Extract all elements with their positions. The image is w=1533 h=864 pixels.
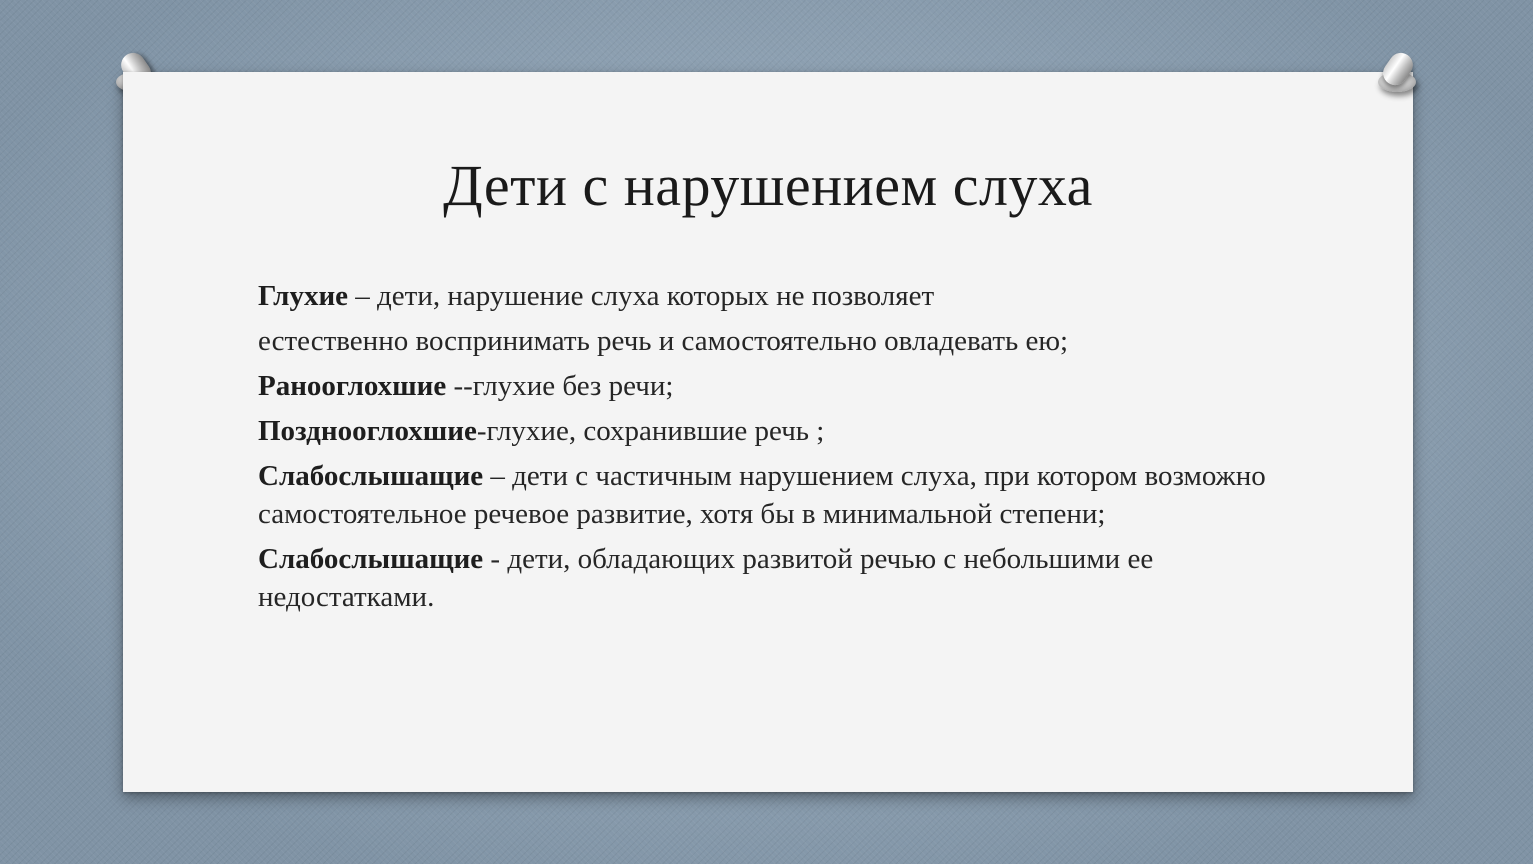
definition-term: Слабослышащие — [258, 460, 484, 492]
definition-item — [258, 277, 1318, 315]
definition-term: Слабослышащие — [258, 543, 484, 575]
definition-text: естественно воспринимать речь и самостоятельно овладевать ею; — [258, 325, 1069, 357]
pushpin-right-icon — [1374, 50, 1420, 96]
definition-text: – дети с частичным нарушением слуха, при котором возможно самостоятельное речевое развитие, хотя бы в минимальной степени; — [258, 460, 1266, 530]
definitions-list — [258, 277, 1318, 623]
definition-text: – дети, нарушение слуха которых не позволяет — [348, 280, 935, 312]
definition-text: --глухие без речи; — [446, 370, 674, 402]
definition-item — [258, 457, 1318, 533]
definition-item — [258, 367, 1318, 405]
definition-text: - дети, обладающих развитой речью с небольшими ее недостатками. — [258, 543, 1154, 613]
definition-item — [258, 412, 1318, 450]
definition-text: -глухие, сохранившие речь ; — [476, 415, 825, 447]
slide-card — [123, 72, 1413, 792]
definition-term: Позднооглохшие — [258, 415, 477, 447]
definition-term: Ранооглохшие — [258, 370, 447, 402]
definition-item — [258, 540, 1318, 616]
slide-title: Дети с нарушением слуха — [443, 153, 1093, 218]
definition-item — [258, 322, 1318, 360]
definition-term: Глухие — [258, 280, 349, 312]
